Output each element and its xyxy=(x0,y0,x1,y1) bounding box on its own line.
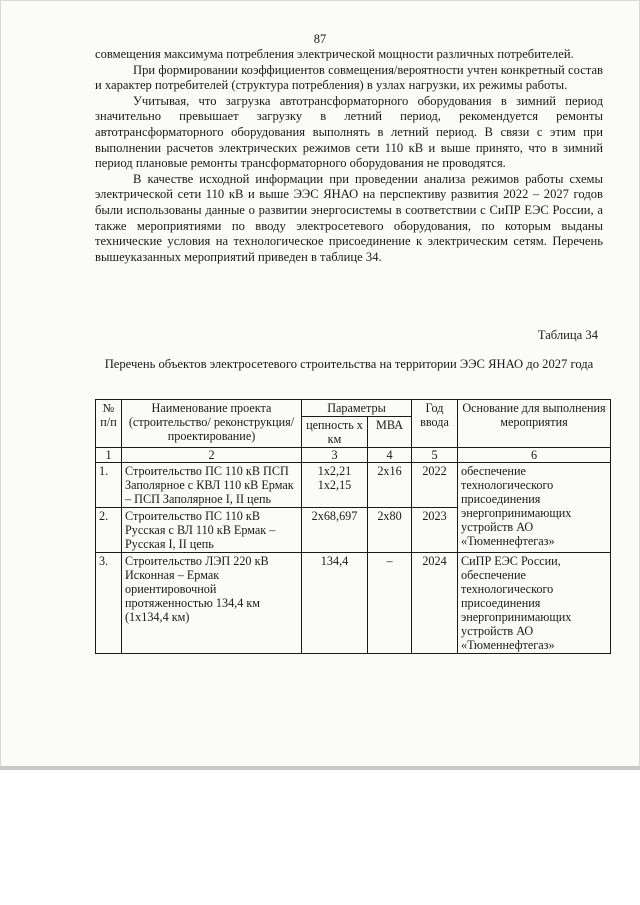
column-number: 5 xyxy=(412,448,458,463)
column-number-row xyxy=(96,448,611,463)
row-mva: 2х80 xyxy=(368,508,412,553)
row-length: 134,4 xyxy=(302,553,368,654)
table-label: Таблица 34 xyxy=(537,328,598,342)
row-mva: 2х16 xyxy=(368,463,412,508)
row-name: Строительство ЛЭП 220 кВ Исконная – Ермак ориентировочной протяженностью 134,4 км (1х134,4 км) xyxy=(122,553,302,654)
row-year: 2024 xyxy=(412,553,458,654)
row-name: Строительство ПС 110 кВ Русская с ВЛ 110 кВ Ермак – Русская I, II цепь xyxy=(122,508,302,553)
row-basis: обеспечение технологического присоединения энергопринимающих устройств АО «Тюменнефтегаз» xyxy=(458,463,611,553)
header-year: Год ввода xyxy=(412,400,458,448)
column-number: 3 xyxy=(302,448,368,463)
row-year: 2022 xyxy=(412,463,458,508)
header-basis: Основание для выполнения мероприятия xyxy=(458,400,611,448)
paragraph: При формировании коэффициентов совмещения/вероятности учтен конкретный состав и характер потребителей (структура потребления) в узлах нагрузки, их режимы работы. xyxy=(95,62,603,93)
projects-table xyxy=(95,399,611,654)
paragraph: совмещения максимума потребления электрической мощности различных потребителей. xyxy=(95,47,574,61)
row-basis: СиПР ЕЭС России, обеспечение технологического присоединения энергопринимающих устройств АО «Тюменнефтегаз» xyxy=(458,553,611,654)
column-number: 6 xyxy=(458,448,611,463)
paragraph: Учитывая, что загрузка автотрансформаторного оборудования в зимний период значительно превышает загрузку в летний период, рекомендуется ремонты автотрансформаторного оборудования выполнять в летний период. В связи с этим при выполнении расчетов электрических режимов сети 110 кВ и выше принято, что в зимний период плановые ремонты трансформаторного оборудования не проводятся. xyxy=(95,93,603,171)
header-length: цепность х км xyxy=(302,417,368,448)
row-length: 1х2,21 1х2,15 xyxy=(302,463,368,508)
body-text xyxy=(95,47,603,265)
table-row xyxy=(96,463,611,508)
column-number: 4 xyxy=(368,448,412,463)
row-length: 2х68,697 xyxy=(302,508,368,553)
paragraph: В качестве исходной информации при проведении анализа режимов работы схемы электрической сети 110 кВ и выше ЭЭС ЯНАО на перспективу развития 2022 – 2027 годов были использованы данные о развитии энергосистемы в соответствии с СиПР ЕЭС России, а также мероприятиями по вводу электросетевого оборудования, по которым выданы технические условия на технологическое присоединение к электрическим сетям. Перечень вышеуказанных мероприятий приведен в таблице 34. xyxy=(95,171,603,264)
table-row xyxy=(96,553,611,654)
page-number: 87 xyxy=(313,32,327,46)
row-name: Строительство ПС 110 кВ ПСП Заполярное с КВЛ 110 кВ Ермак – ПСП Заполярное I, II цепь xyxy=(122,463,302,508)
row-num: 2. xyxy=(96,508,122,553)
header-num: № п/п xyxy=(96,400,122,448)
header-name: Наименование проекта (строительство/ реконструкция/ проектирование) xyxy=(122,400,302,448)
scan-edge xyxy=(0,766,640,770)
header-mva: МВА xyxy=(368,417,412,448)
column-number: 1 xyxy=(96,448,122,463)
row-year: 2023 xyxy=(412,508,458,553)
row-num: 1. xyxy=(96,463,122,508)
column-number: 2 xyxy=(122,448,302,463)
row-mva: – xyxy=(368,553,412,654)
header-params: Параметры xyxy=(302,400,412,417)
row-num: 3. xyxy=(96,553,122,654)
table-caption: Перечень объектов электросетевого строительства на территории ЭЭС ЯНАО до 2027 года xyxy=(104,357,594,371)
